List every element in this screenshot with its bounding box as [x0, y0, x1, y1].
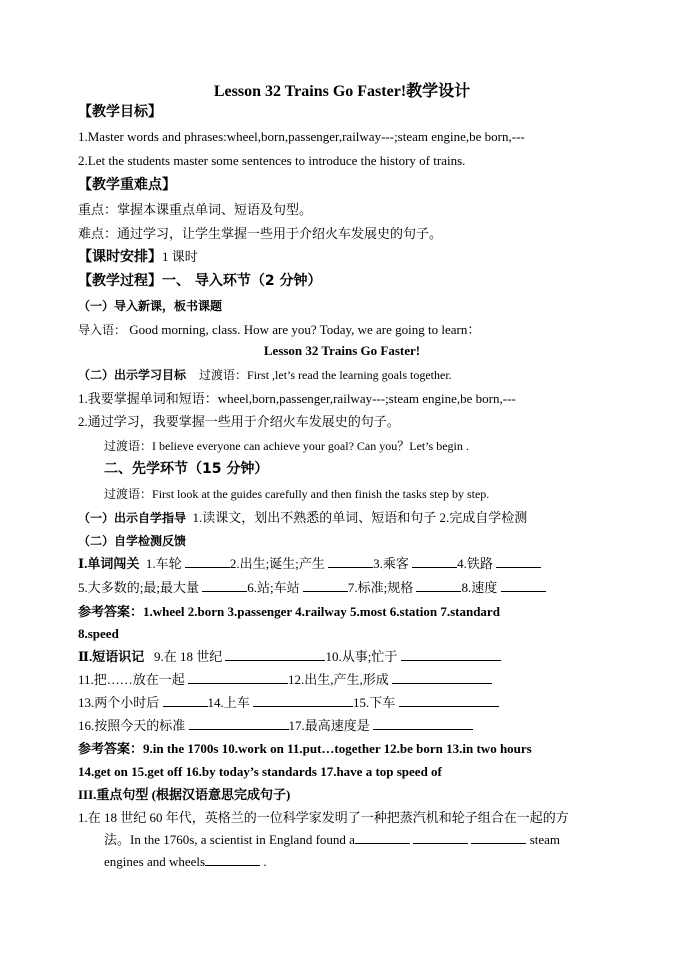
phrase-item: 10.从事;忙于: [325, 649, 398, 664]
section-heading-objectives: 【教学目标】: [78, 104, 162, 120]
answer-line-2: [78, 740, 532, 758]
subheading-goals: （二）出示学习目标: [78, 368, 187, 382]
answer-blank[interactable]: [225, 648, 325, 661]
vocab-item: 3.乘客: [373, 556, 409, 571]
answer-blank[interactable]: [401, 648, 501, 661]
part-3-title: III.重点句型 (根据汉语意思完成句子): [78, 787, 291, 802]
phrase-row-3: [78, 694, 499, 712]
sentence-text: steam: [529, 832, 561, 847]
vocab-item: 8.速度: [461, 580, 498, 595]
transition-label: 过渡语：: [104, 439, 153, 453]
answer-line-1b: 8.speed: [78, 626, 119, 641]
answer-blank[interactable]: [205, 853, 260, 866]
goals-line: [78, 366, 452, 384]
answer-blank[interactable]: [373, 717, 473, 730]
part-1-title: Ⅰ.单词闯关: [78, 556, 140, 571]
phrase-row-1: [78, 648, 501, 666]
vocab-item: 1.车轮: [145, 556, 182, 571]
answer-blank[interactable]: [188, 671, 288, 684]
intro-line: [78, 321, 480, 339]
vocab-row-1: [78, 555, 541, 573]
answer-blank[interactable]: [253, 694, 353, 707]
intro-text: Good morning, class. How are you? Today, we are going to learn：: [129, 322, 481, 337]
phrase-row-2: [78, 671, 492, 689]
difficult-point: 难点：通过学习，让学生掌握一些用于介绍火车发展史的句子。: [78, 226, 443, 241]
section-heading-pre-study: 二、先学环节（15 分钟）: [104, 461, 269, 477]
phrase-item: 14.上车: [207, 695, 250, 710]
sentence-text: engines and wheels: [104, 854, 206, 869]
schedule-value: 1 课时: [162, 249, 198, 264]
phrase-item: 12.出生,产生,形成: [288, 672, 389, 687]
vocab-item: 5.大多数的;最;最大量: [78, 580, 199, 595]
answer-blank[interactable]: [355, 831, 410, 844]
sentence-q1-cn: 1.在 18 世纪 60 年代，英格兰的一位科学家发明了一种把蒸汽机和轮子组合在一起的方: [78, 810, 569, 825]
answer-blank[interactable]: [501, 579, 546, 592]
transition-text-1: First ,let’s read the learning goals together.: [247, 368, 452, 382]
answer-blank[interactable]: [416, 579, 461, 592]
key-point: 重点：掌握本课重点单词、短语及句型。: [78, 202, 313, 217]
subheading-intro: （一）导入新课，板书课题: [78, 299, 223, 313]
subheading-guide: （一）出示自学指导: [78, 511, 187, 525]
vocab-item: 4.铁路: [457, 556, 493, 571]
answer-blank[interactable]: [399, 694, 499, 707]
answer-blank[interactable]: [202, 579, 247, 592]
transition-label: 过渡语：: [104, 487, 153, 501]
answer-label: 参考答案：: [78, 741, 144, 756]
sentence-q1-en: [104, 831, 560, 849]
answer-text: 1.wheel 2.born 3.passenger 4.railway 5.most 6.station 7.standard: [143, 604, 500, 619]
transition-label: 过渡语：: [199, 368, 248, 382]
objective-2: 2.Let the students master some sentences to introduce the history of trains.: [78, 153, 466, 168]
vocab-item: 6.站;车站: [247, 580, 300, 595]
document-title: Lesson 32 Trains Go Faster!教学设计: [213, 83, 471, 100]
vocab-row-2: [78, 579, 546, 597]
guide-text: 1.读课文，划出不熟悉的单词、短语和句子 2.完成自学检测: [192, 510, 528, 525]
goal-1: 1.我要掌握单词和短语：wheel,born,passenger,railway---;steam engine,be born,---: [78, 391, 516, 406]
transition-line-3: [104, 485, 489, 503]
section-heading-process: 【教学过程】一、 导入环节（2 分钟）: [78, 273, 322, 289]
phrase-item: 11.把……放在一起: [78, 672, 185, 687]
answer-label: 参考答案：: [78, 604, 144, 619]
section-heading-key-points: 【教学重难点】: [78, 177, 176, 193]
schedule-line: [78, 248, 198, 266]
answer-text: 9.in the 1700s 10.work on 11.put…together 12.be born 13.in two hours: [143, 741, 532, 756]
phrase-row-4: [78, 717, 473, 735]
guide-line: [78, 509, 527, 527]
transition-line-2: [104, 437, 469, 455]
answer-blank[interactable]: [189, 717, 289, 730]
phrase-item: 17.最高速度是: [288, 718, 370, 733]
answer-blank[interactable]: [413, 831, 468, 844]
phrase-item: 9.在 18 世纪: [153, 649, 223, 664]
answer-blank[interactable]: [392, 671, 492, 684]
vocab-item: 2.出生;诞生;产生: [229, 556, 325, 571]
answer-blank[interactable]: [185, 555, 230, 568]
subheading-feedback: （二）自学检测反馈: [78, 534, 187, 548]
answer-blank[interactable]: [412, 555, 457, 568]
transition-text-2: I believe everyone can achieve your goal? Can you？Let’s begin .: [152, 439, 469, 453]
part-2-title: Ⅱ.短语识记: [78, 649, 145, 664]
phrase-item: 13.两个小时后: [78, 695, 160, 710]
sentence-q1-end: [104, 853, 267, 871]
answer-blank[interactable]: [471, 831, 526, 844]
objective-1: 1.Master words and phrases:wheel,born,passenger,railway---;steam engine,be born,---: [78, 129, 525, 144]
vocab-item: 7.标准;规格: [347, 580, 414, 595]
answer-blank[interactable]: [163, 694, 208, 707]
intro-label: 导入语：: [78, 323, 127, 337]
answer-blank[interactable]: [328, 555, 373, 568]
answer-line-2b: 14.get on 15.get off 16.by today’s standards 17.have a top speed of: [78, 764, 442, 779]
answer-line-1: [78, 603, 500, 621]
answer-blank[interactable]: [303, 579, 348, 592]
goal-2: 2.通过学习，我要掌握一些用于介绍火车发展史的句子。: [78, 414, 400, 429]
phrase-item: 16.按照今天的标准: [78, 718, 186, 733]
sentence-period: .: [263, 854, 267, 869]
transition-text-3: First look at the guides carefully and then finish the tasks step by step.: [152, 487, 490, 501]
lesson-title-center: Lesson 32 Trains Go Faster!: [263, 343, 421, 358]
answer-blank[interactable]: [496, 555, 541, 568]
section-heading-schedule: 【课时安排】: [78, 249, 162, 265]
sentence-text: 法。In the 1760s, a scientist in England found a: [104, 832, 355, 847]
phrase-item: 15.下车: [353, 695, 396, 710]
